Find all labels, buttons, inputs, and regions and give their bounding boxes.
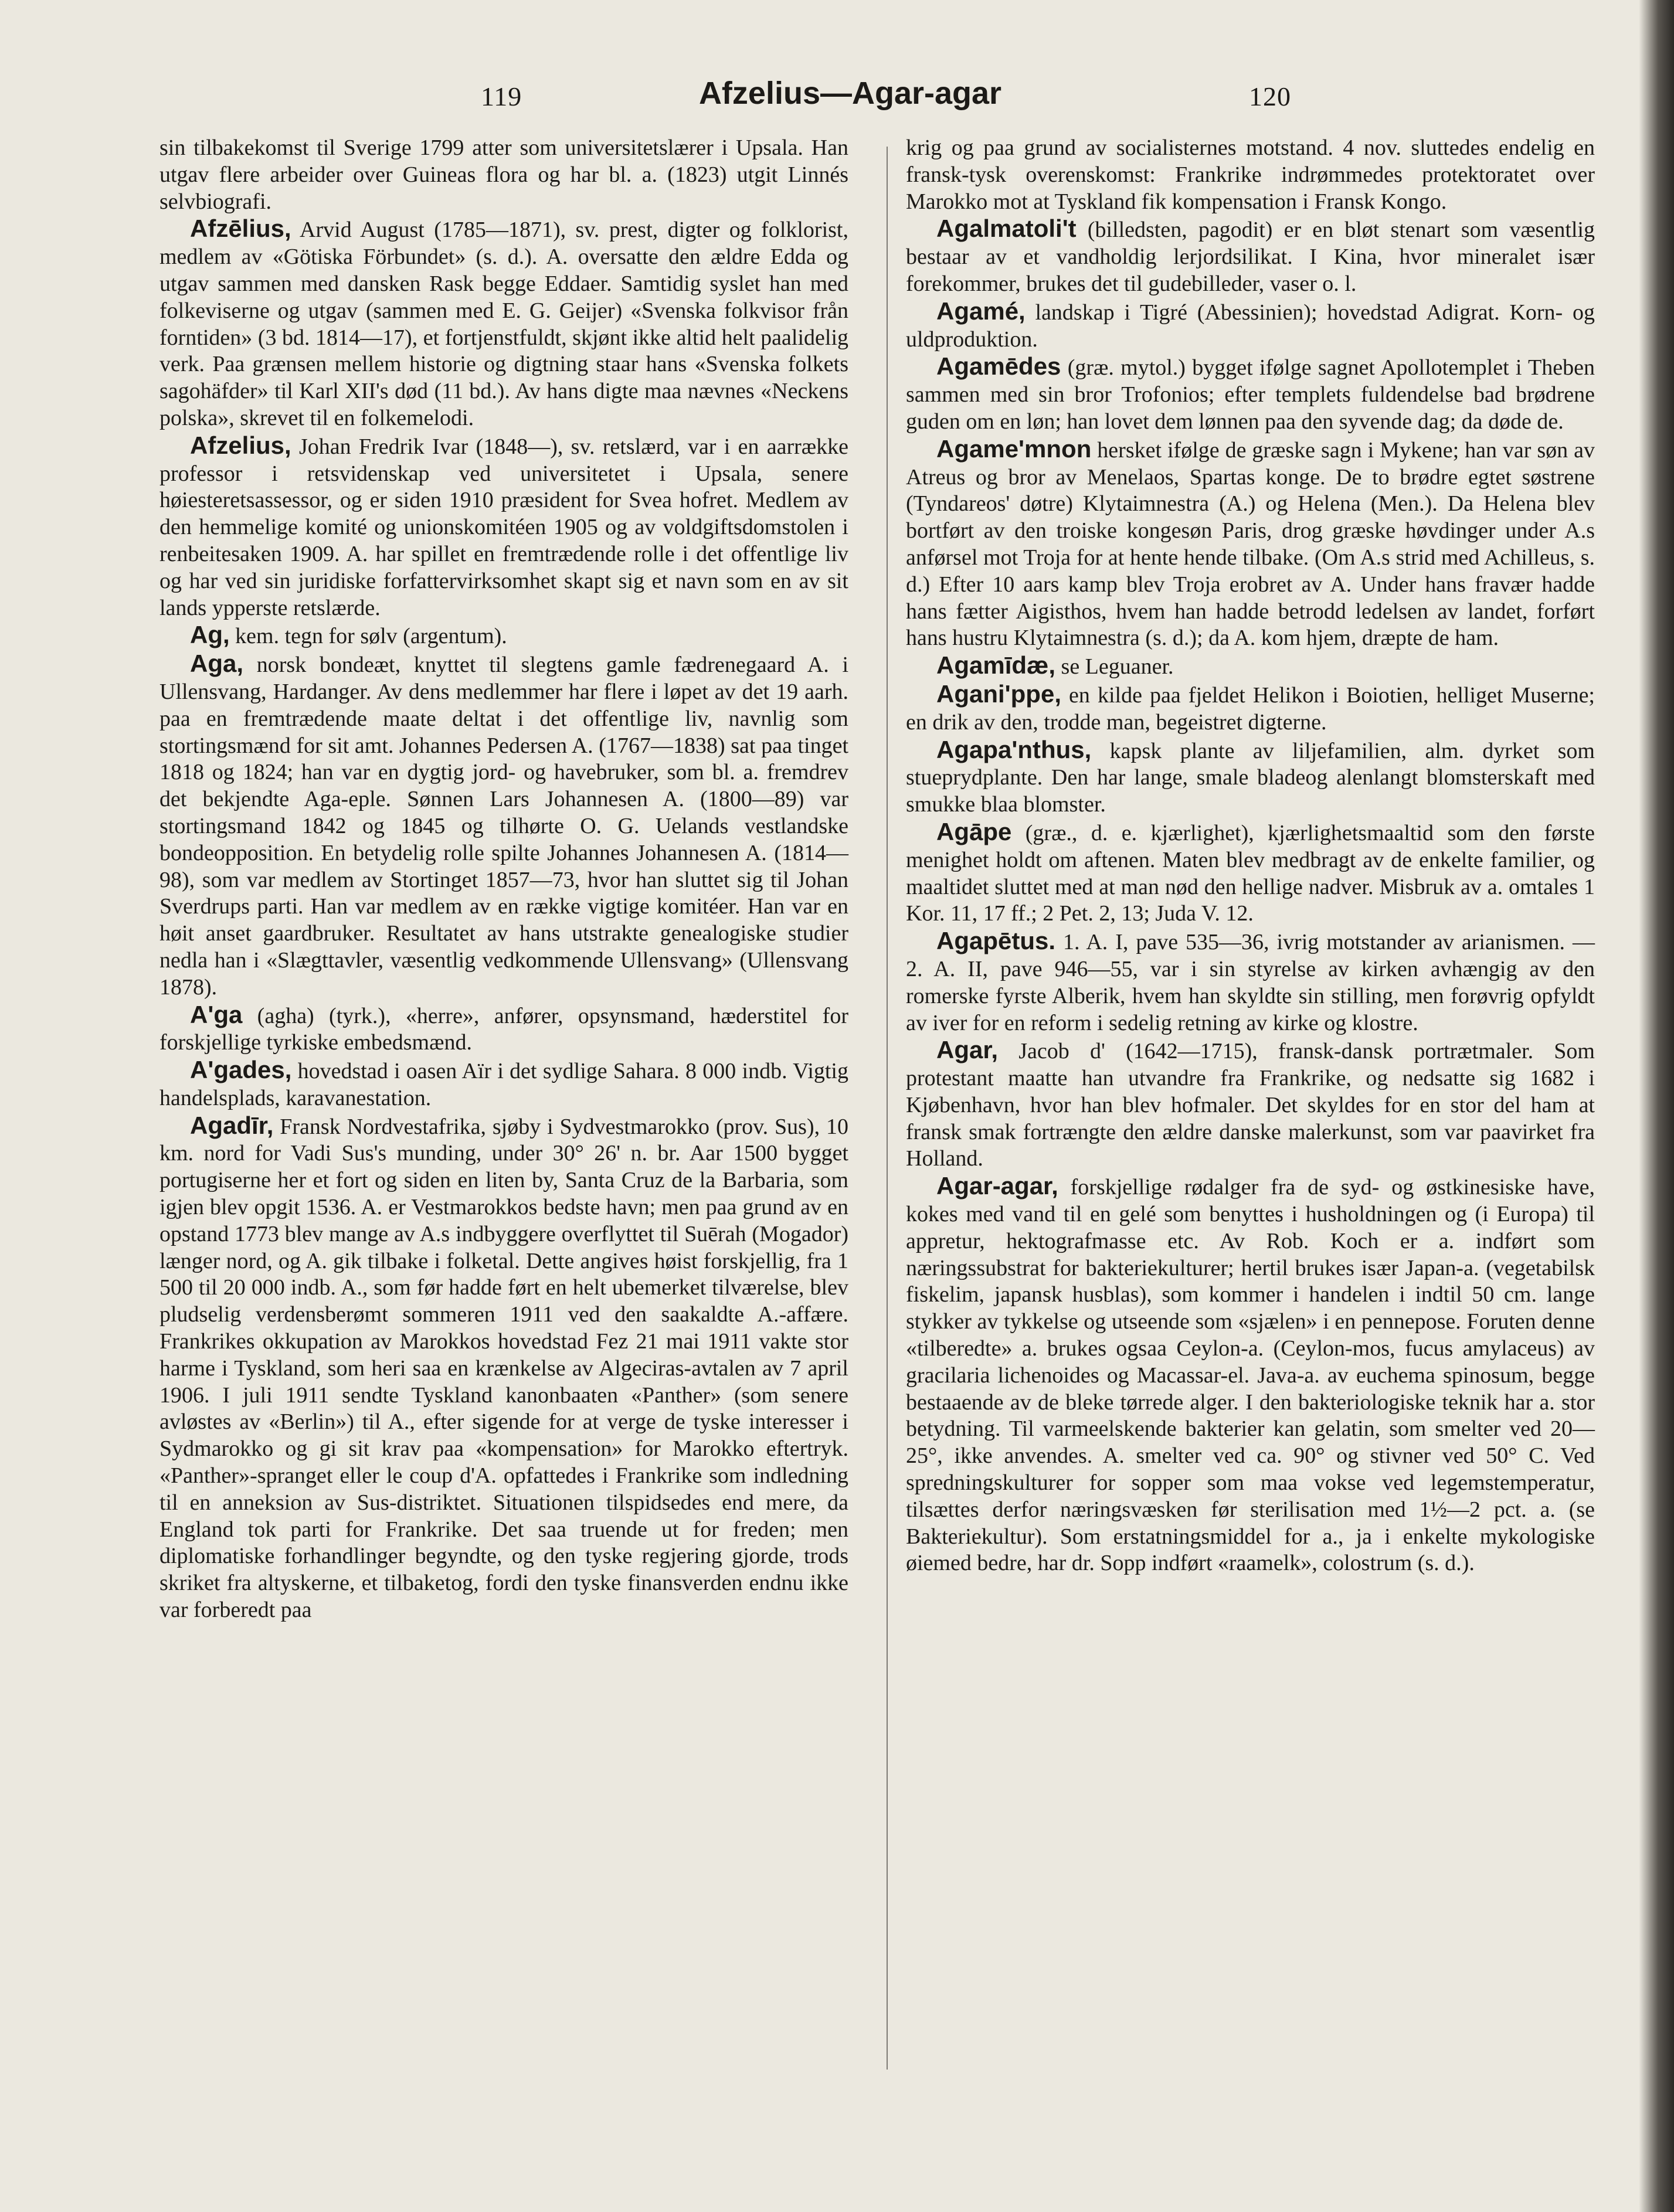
entry-text: landskap i Tigré (Abessinien); hovedstad Adigrat. Korn- og uldproduktion.	[906, 300, 1595, 352]
entry-continuation: sin tilbakekomst til Sverige 1799 atter som universitetslærer i Upsala. Han utgav flere arbeider over Guineas flora og har bl. a. (1823) utgit Linnés selvbiografi.	[159, 135, 848, 214]
entry-headword: Aga,	[190, 650, 244, 678]
entry	[906, 1173, 1595, 1577]
left-column	[159, 135, 848, 1624]
entry	[159, 650, 848, 1001]
entry	[906, 818, 1595, 927]
entry	[159, 621, 848, 650]
entry-text: norsk bondeæt, knyttet til slegtens gamle fædrenegaard A. i Ullensvang, Hardanger. Av dens medlemmer har flere i løpet av det 19 aarh. paa en fremtrædende maate deltat i det offentlige liv, navnlig som stortingsmænd for sit amt. Johannes Pedersen A. (1767—1838) sat paa tinget 1818 og 1824; han var en dygtig jord- og havebruker, som bl. a. fremdrev det bekjendte Aga-eple. Sønnen Lars Johannesen A. (1800—89) var stortingsmand 1842 og 1845 og tilhørte O. G. Uelands vestlandske bondeopposition. En betydelig rolle spilte Johannes Johannesen A. (1814—98), som var medlem av Stortinget 1857—73, hvor han sluttet sig til Johan Sverdrups parti. Han var medlem av en række vigtige komitéer. Han var en høit anset gaardbruker. Resultatet av hans utstrakte genealogiske studier nedla han i «Slægttavler, væsentlig vedkommende Ullensvang» (Ullensvang 1878).	[159, 653, 848, 1000]
entry-text: (græ., d. e. kjærlighet), kjærlighetsmaaltid som den første menighet holdt om aftenen. Maten blev medbragt av de enkelte familier, og maaltidet sluttet med at man nød den hellige nadver. Misbruk av a. omtales 1 Kor. 11, 17 ff.; 2 Pet. 2, 13; Juda V. 12.	[906, 820, 1595, 926]
book-binding-shadow	[1639, 0, 1674, 2212]
page-number-right: 120	[1249, 81, 1291, 111]
column-divider	[887, 147, 888, 2070]
entry-text: hersket ifølge de græske sagn i Mykene; han var søn av Atreus og bror av Menelaos, Spartas konge. De to brødre egtet søstrene (Tyndareos' døtre) Klytaimnestra (A.) og Helena (Men.). Da Helena blev bortført av den troiske kongesøn Paris, drog græske høvdinger under A.s anførsel mot Troja for at hente hende tilbake. (Om A.s strid med Achilleus, s. d.) Efter 10 aars kamp blev Troja erobret av A. Under hans fravær hadde hans fætter Aigisthos, hvem han hadde betrodd ledelsen av landet, forført hans hustru Klytaimnestra (s. d.); da A. kom hjem, dræpte de ham.	[906, 437, 1595, 651]
entry-text: (agha) (tyrk.), «herre», anfører, opsynsmand, hæderstitel for forskjellige tyrkiske embedsmænd.	[159, 1003, 848, 1055]
entry	[159, 1112, 848, 1624]
entry-text: Arvid August (1785—1871), sv. prest, digter og folklorist, medlem av «Götiska Förbundet» (s. d.). A. oversatte den ældre Edda og utgav sammen med dansken Rask begge Eddaer. Samtidig syslet han med folkeviserne og utgav (sammen med E. G. Geijer) «Svenska folkvisor från forntiden» (3 bd. 1814—17), et fortjenstfuldt, skjønt ikke altid helt paalidelig verk. Paa grænsen mellem historie og digtning staar hans «Svenska folkets sagohäfder» til Karl XII's død (11 bd.). Av hans digte maa nævnes «Neckens polska», skrevet til en folkemelodi.	[159, 218, 848, 430]
entry-continuation: krig og paa grund av socialisternes motstand. 4 nov. sluttedes endelig en fransk-tysk overenskomst: Frankrike indrømmedes protektoratet over Marokko mot at Tyskland fik kompensation i Fransk Kongo.	[906, 135, 1595, 214]
entry-headword: Ag,	[190, 621, 230, 649]
entry-text: forskjellige rødalger fra de syd- og østkinesiske have, kokes med vand til en gelé som benyttes i husholdningen og (i Europa) til appretur, hektografmasse etc. Av Rob. Koch er a. indført som næringssubstrat for bakteriekulturer; hertil brukes især Japan-a. (vegetabilsk fiskelim, japansk husblas), som kommer i handelen i indtil 50 cm. lange stykker av tykkelse og utseende som «sjælen» i en pennepose. Foruten denne «tilberedte» a. brukes ogsaa Ceylon-a. (Ceylon-mos, fucus amylaceus) av gracilaria lichenoides og Macassar-el. Java-a. av euchema spinosum, begge bestaaende av de bleke tørrede alger. I den bakteriologiske teknik har a. stor betydning. Til varmeelskende bakterier kan gelatin, som smelter ved 20—25°, ikke anvendes. A. smelter ved ca. 90° og stivner ved 50° C. Ved spredningskulturer for sopper som maa vokse ved legemstemperatur, tilsættes derfor næringsvæsken før sterilisation med 1½—2 pct. a. (se Bakteriekultur). Som erstatningsmiddel for a., ja i enkelte mykologiske øiemed bedre, har dr. Sopp indført «raamelk», colostrum (s. d.).	[906, 1175, 1595, 1576]
entry-text: hovedstad i oasen Aïr i det sydlige Sahara. 8 000 indb. Vigtig handelsplads, karavanestation.	[159, 1059, 848, 1110]
entry-headword: Agalmatoli't	[936, 215, 1077, 243]
entry	[159, 432, 848, 622]
entry	[906, 1037, 1595, 1173]
entry	[159, 215, 848, 431]
entry-headword: Agāpe	[936, 817, 1012, 845]
entry-headword: Afzēlius,	[190, 215, 291, 243]
entry-headword: Agapa'nthus,	[936, 735, 1092, 763]
entry	[906, 736, 1595, 818]
entry-text: se Leguaner.	[1055, 654, 1174, 679]
entry-headword: Agani'ppe,	[936, 679, 1061, 708]
entry-text: kem. tegn for sølv (argentum).	[229, 624, 507, 649]
entry-text: Fransk Nordvestafrika, sjøby i Sydvestmarokko (prov. Sus), 10 km. nord for Vadi Sus's munding, under 30° 26' n. br. Aar 1500 bygget portugiserne her et fort og siden en liten by, Santa Cruz de la Barbaria, som igjen blev opgit 1536. A. er Vestmarokkos bedste havn; men paa grund av en opstand 1773 blev mange av A.s indbyggere overflyttet til Suērah (Mogador) længer nord, og A. gik tilbake i folketal. Dette angives høist forskjellig, fra 1 500 til 20 000 indb. A., som før hadde ført en helt ubemerket tilværelse, blev pludselig verdensberømt sommeren 1911 ved den saakaldte A.-affære. Frankrikes okkupation av Marokkos hovedstad Fez 21 mai 1911 vakte stor harme i Tyskland, som heri saa en krænkelse av Algeciras-avtalen av 7 april 1906. I juli 1911 sendte Tyskland kanonbaaten «Panther» (som senere avløstes av «Berlin») til A., efter sigende for at verge de tyske interesser i Sydmarokko og gi sit krav paa «kompensation» for Marokko eftertryk. «Panther»-spranget eller le coup d'A. opfattedes i Frankrike som indledning til en anneksion av Sus-distriktet. Situationen tilspidsedes end mere, da England tok parti for Frankrike. Det saa truende ut for freden; men diplomatiske forhandlinger begyndte, og den tyske regjering gjorde, trods skriket fra altyskerne, et tilbaketog, fordi den tyske finansverden endnu ikke var forberedt paa	[159, 1114, 848, 1623]
entry-headword: Agapētus.	[936, 927, 1056, 955]
entry-text: Johan Fredrik Ivar (1848—), sv. retslærd, var i en aarrække professor i retsvidenskap ved universitetet i Upsala, senere høiesteretsassessor, og er siden 1910 præsident for Svea hofret. Medlem av den hemmelige komité og unionskomitéen 1905 og av voldgiftsdomstolen i renbeitesaken 1909. A. har spillet en fremtrædende rolle i det offentlige liv og har ved sin juridiske forfattervirksomhet skapt sig et navn som en av sit lands ypperste retslærde.	[159, 434, 848, 620]
page-header	[141, 75, 1560, 128]
entry	[906, 652, 1595, 681]
entry-headword: Agamīdæ,	[936, 651, 1056, 679]
entry-headword: Agamēdes	[936, 352, 1061, 380]
entry-text: (billedsten, pagodit) er en bløt stenart som væsentlig bestaar av et vandholdig lerjordsilikat. I Kina, hvor mineralet især forekommer, brukes det til gudebilleder, vaser o. l.	[906, 218, 1595, 296]
page-number-left: 119	[481, 81, 522, 111]
right-column	[906, 135, 1595, 1577]
entry-text: en kilde paa fjeldet Helikon i Boiotien, helliget Muserne; en drik av den, trodde man, begeistret digterne.	[906, 682, 1595, 735]
entry-headword: Agadīr,	[190, 1111, 274, 1139]
entry-headword: A'gades,	[190, 1056, 292, 1084]
entry-text: (græ. mytol.) bygget ifølge sagnet Apollotemplet i Theben sammen med sin bror Trofonios; efter templets fuldendelse bad brødrene guden om en løn; han lovet dem lønnen paa den syvende dag; da døde de.	[906, 355, 1595, 434]
entry	[906, 298, 1595, 354]
entry-text: 1. A. I, pave 535—36, ivrig motstander av arianismen. — 2. A. II, pave 946—55, var i sin styrelse av kirken avhængig av den romerske fyrste Alberik, hvem han skyldte sin stilling, men forøvrig opfyldt av iver for en reform i sedelig retning av kirke og klostre.	[906, 930, 1595, 1035]
entry	[906, 927, 1595, 1037]
entry	[906, 436, 1595, 652]
entry-headword: Agame'mnon	[936, 434, 1092, 463]
entry	[906, 215, 1595, 297]
entry-text: Jacob d' (1642—1715), fransk-dansk portrætmaler. Som protestant maatte han utvandre fra Frankrike, og nedsatte sig 1682 i Kjøbenhavn, hvor han blev hofmaler. Det skyldes for en stor del ham at fransk smak fortrængte den ældre danske malerkunst, som var paavirket fra Holland.	[906, 1039, 1595, 1171]
entry-headword: Agar-agar,	[936, 1172, 1058, 1200]
entry-text: kapsk plante av liljefamilien, alm. dyrket som stueprydplante. Den har lange, smale bladeog alenlangt blomsterskaft med smukke blaa blomster.	[906, 738, 1595, 817]
entry-headword: Agamé,	[936, 297, 1026, 325]
entry	[159, 1001, 848, 1057]
entry-headword: A'ga	[190, 1000, 243, 1028]
entry	[906, 681, 1595, 736]
entry	[159, 1056, 848, 1112]
entry	[906, 353, 1595, 435]
running-title: Afzelius—Agar-agar	[698, 76, 1002, 111]
entry-headword: Agar,	[936, 1036, 999, 1064]
entry-headword: Afzelius,	[190, 431, 291, 459]
